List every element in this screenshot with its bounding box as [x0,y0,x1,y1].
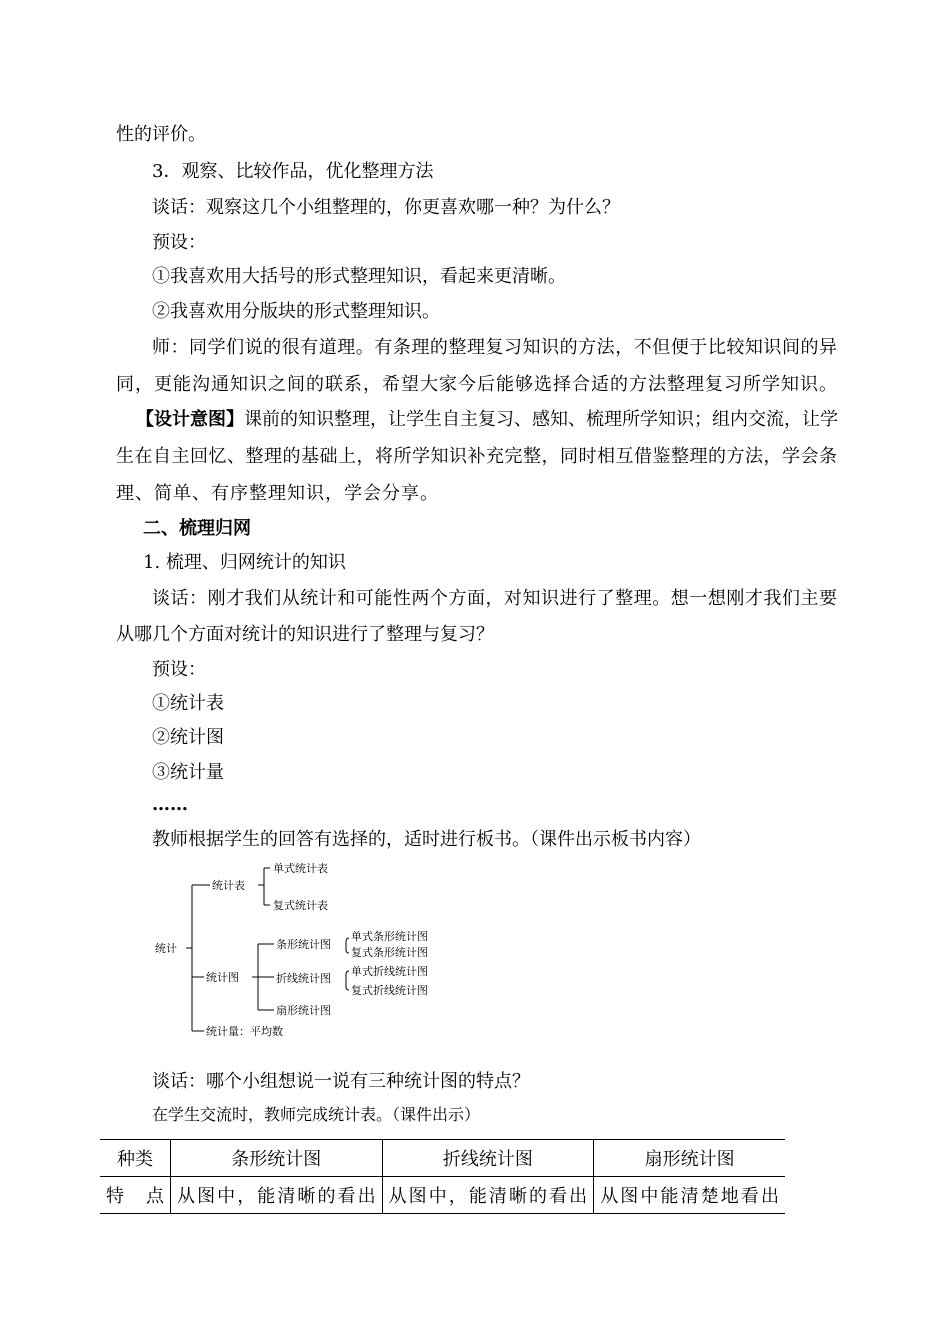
table-cell: 特点 [100,1177,171,1214]
table-cell: 从图中，能清晰的看出 [171,1177,383,1214]
answer-1: ①统计表 [152,693,224,714]
table-header-cell: 扇形统计图 [594,1140,785,1177]
preset-label: 预设： [152,232,206,253]
subsection-1: 1. 梳理、归网统计的知识 [143,552,346,573]
table-cell: 从图中，能清晰的看出 [382,1177,594,1214]
tree-node-line-chart: 折线统计图 [276,972,331,985]
table-header-row [100,1140,785,1177]
tree-node-pie-chart: 扇形统计图 [276,1004,331,1017]
tree-leaf-compound-table: 复式统计表 [273,899,328,912]
continued-line: 性的评价。 [116,124,206,145]
tree-node-table: 统计表 [212,879,245,892]
teacher-paragraph-line-1: 师：同学们说的很有道理。有条理的整理复习知识的方法，不但便于比较知识间的异 [152,337,837,358]
tree-leaf-compound-bar: 复式条形统计图 [351,946,428,959]
answer-3: ③统计量 [152,762,224,783]
answer-2: ②统计图 [152,727,224,748]
tree-node-measure: 统计量：平均数 [206,1025,283,1038]
design-intent-text: 课前的知识整理，让学生自主复习、感知、梳理所学知识；组内交流，让学 [244,409,838,430]
table-header-cell: 折线统计图 [382,1140,594,1177]
ellipsis: …… [152,794,188,815]
table-header-cell: 种类 [100,1140,171,1177]
opinion-2: ②我喜欢用分版块的形式整理知识。 [152,301,440,322]
exchange-line: 在学生交流时，教师完成统计表。（课件出示） [152,1105,481,1124]
step3-heading: 3．观察、比较作品，优化整理方法 [152,161,434,182]
tree-node-chart: 统计图 [206,971,239,984]
teacher-paragraph-line-2: 同，更能沟通知识之间的联系，希望大家今后能够选择合适的方法整理复习所学知识。 [116,374,837,395]
tree-leaf-single-table: 单式统计表 [273,862,328,875]
table-header-cell: 条形统计图 [171,1140,383,1177]
talk-2-line-2: 从哪几个方面对统计的知识进行了整理与复习？ [116,624,494,645]
tree-leaf-single-line: 单式折线统计图 [351,965,428,978]
design-intent-label: 【设计意图】 [136,409,244,430]
table-row [100,1177,785,1214]
talk-3: 谈话：哪个小组想说一说有三种统计图的特点？ [152,1071,530,1092]
opinion-1: ①我喜欢用大括号的形式整理知识，看起来更清晰。 [152,266,566,287]
tree-node-bar-chart: 条形统计图 [276,938,331,951]
section-2-heading: 二、梳理归网 [143,518,251,539]
tree-root-statistics: 统计 [155,942,177,955]
board-writing-line: 教师根据学生的回答有选择的，适时进行板书。（课件出示板书内容） [152,829,701,850]
talk-2-line-1: 谈话：刚才我们从统计和可能性两个方面，对知识进行了整理。想一想刚才我们主要 [152,588,837,609]
chart-comparison-table [100,1139,785,1214]
tree-leaf-single-bar: 单式条形统计图 [351,930,428,943]
design-intent-line-3: 理、简单、有序整理知识，学会分享。 [116,483,439,504]
preset-label-2: 预设： [152,659,206,680]
tree-leaf-compound-line: 复式折线统计图 [351,984,428,997]
design-intent-line-2: 生在自主回忆、整理的基础上，将所学知识补充完整，同时相互借鉴整理的方法，学会条 [116,446,837,467]
table-cell: 从图中能清楚地看出 [594,1177,785,1214]
talk-paragraph: 谈话：观察这几个小组整理的，你更喜欢哪一种？为什么？ [152,197,620,218]
